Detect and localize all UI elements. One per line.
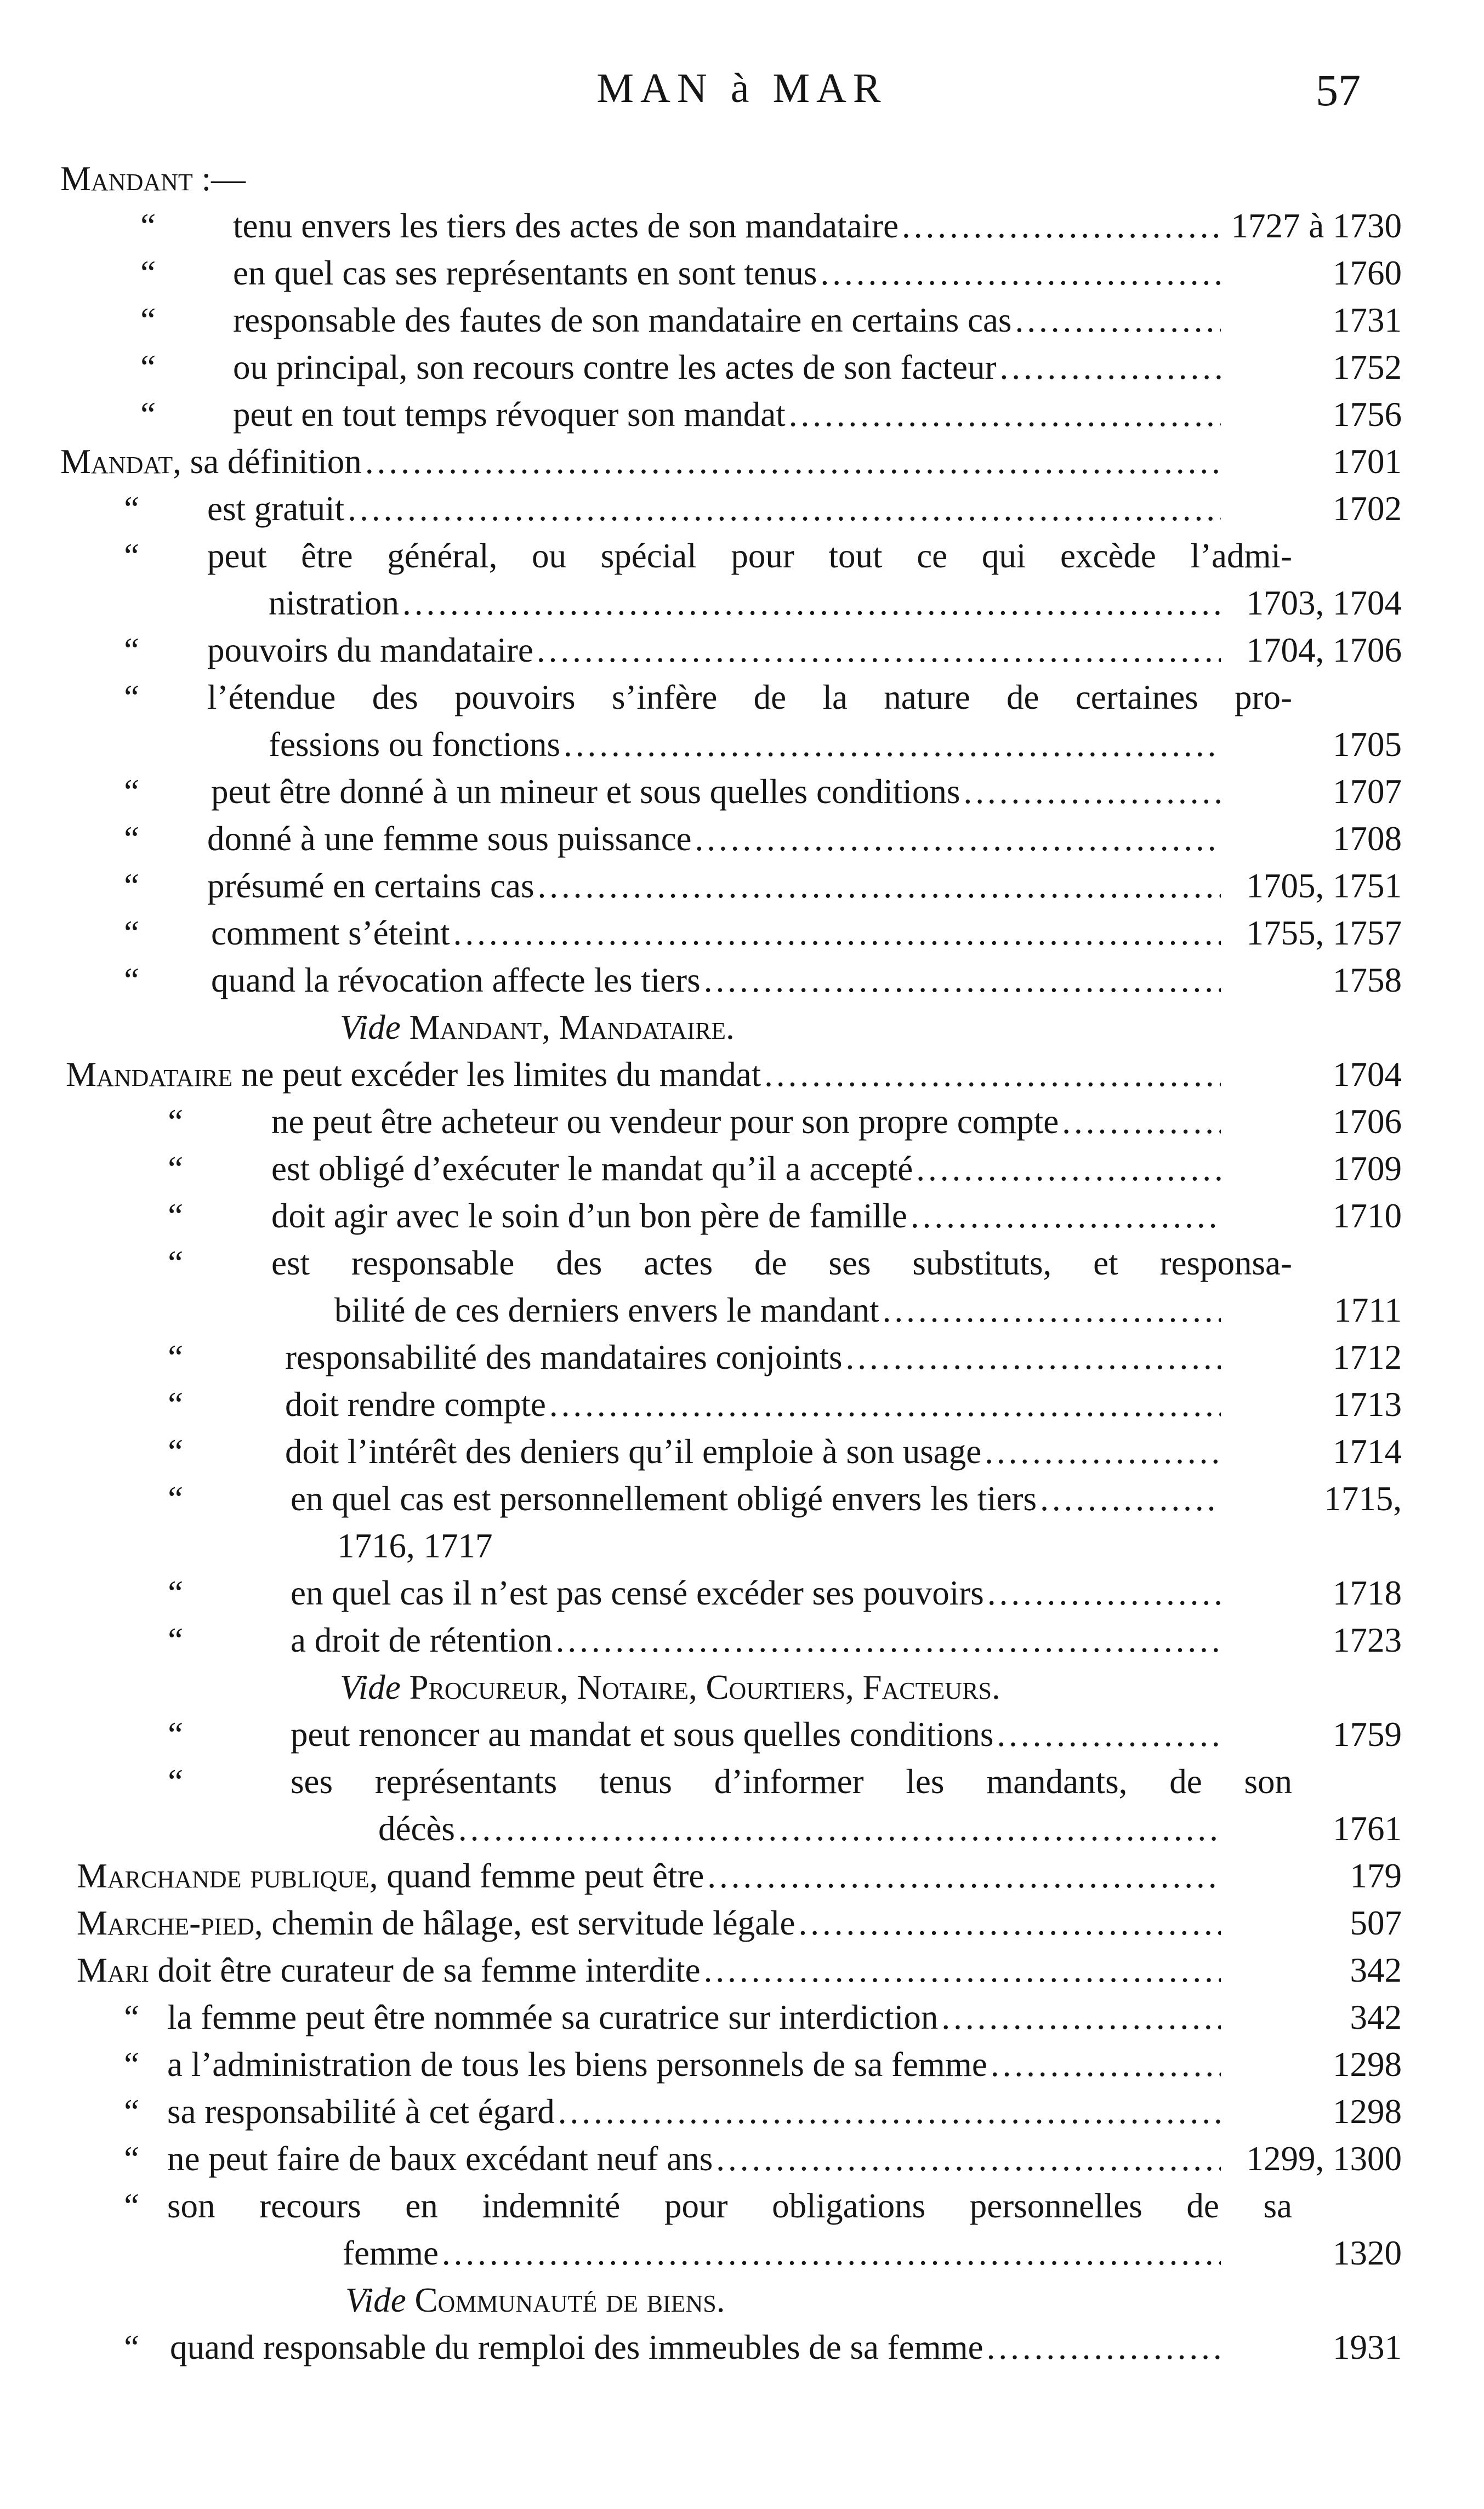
index-line bbox=[0, 866, 1484, 913]
article-number: 1755, 1757 bbox=[1246, 914, 1402, 952]
entry-text bbox=[77, 1950, 701, 1990]
entry-text: ne peut faire de baux excédant neuf ans bbox=[167, 2140, 713, 2178]
index-line bbox=[0, 1102, 1484, 1149]
entry-text: comment s’éteint bbox=[211, 914, 450, 952]
vide-word: Vide bbox=[340, 1668, 401, 1706]
index-line bbox=[0, 1950, 1484, 1998]
dot-leader bbox=[365, 442, 1221, 482]
entry-leader bbox=[77, 1950, 1221, 1998]
entry-description: quand femme peut être bbox=[378, 1857, 704, 1895]
dot-leader bbox=[1040, 1479, 1221, 1519]
entry-leader bbox=[233, 300, 1221, 348]
ditto-mark: “ bbox=[164, 1621, 184, 1659]
entry-text: est obligé d’exécuter le mandat qu’il a accepté bbox=[271, 1150, 913, 1188]
entry-text: a l’administration de tous les biens personnels de sa femme bbox=[167, 2045, 987, 2084]
index-line bbox=[0, 1903, 1484, 1950]
dot-leader bbox=[442, 2233, 1221, 2273]
article-number: 1299, 1300 bbox=[1246, 2140, 1402, 2178]
dot-leader bbox=[987, 2328, 1221, 2368]
entry-leader bbox=[233, 206, 1221, 253]
entry-text: donné à une femme sous puissance bbox=[207, 820, 692, 858]
article-number: 1710 bbox=[1333, 1197, 1402, 1235]
dot-leader bbox=[911, 1196, 1221, 1236]
entry-leader bbox=[291, 1620, 1221, 1668]
index-line bbox=[0, 2045, 1484, 2092]
index-line bbox=[0, 536, 1484, 583]
entry-text: nistration bbox=[269, 584, 399, 622]
dot-leader bbox=[902, 206, 1221, 246]
reference-targets: Communauté de biens. bbox=[414, 2281, 725, 2319]
article-number: 1756 bbox=[1333, 395, 1402, 434]
dot-leader bbox=[985, 1432, 1221, 1472]
dot-leader bbox=[846, 1338, 1221, 1378]
entry-leader bbox=[77, 1856, 1221, 1903]
article-number: 1931 bbox=[1333, 2328, 1402, 2366]
article-number: 1723 bbox=[1333, 1621, 1402, 1659]
cross-reference bbox=[340, 1008, 735, 1048]
entry-leader bbox=[285, 1432, 1221, 1479]
article-number: 1704 bbox=[1333, 1055, 1402, 1094]
entry-text: décès bbox=[378, 1810, 455, 1848]
entry-leader bbox=[334, 1290, 1221, 1338]
index-line bbox=[0, 819, 1484, 866]
dot-leader bbox=[820, 253, 1221, 293]
cross-reference bbox=[345, 2280, 725, 2320]
index-entries bbox=[0, 159, 1484, 2375]
entry-leader bbox=[167, 2045, 1221, 2092]
entry-description: chemin de hâlage, est servitude légale bbox=[263, 1904, 795, 1942]
dot-leader bbox=[704, 960, 1221, 1000]
ditto-mark: “ bbox=[121, 631, 140, 669]
entry-text: peut être général, ou spécial pour tout ce qui excède l’admi- bbox=[207, 537, 1292, 575]
article-number: 1709 bbox=[1333, 1150, 1402, 1188]
index-line bbox=[0, 1809, 1484, 1856]
dot-leader bbox=[997, 1715, 1221, 1755]
entry-continuation: 1716, 1717 bbox=[337, 1527, 493, 1565]
dot-leader bbox=[402, 583, 1221, 623]
entry-leader bbox=[291, 1573, 1221, 1620]
entry-leader bbox=[207, 489, 1221, 536]
vide-word: Vide bbox=[345, 2281, 406, 2319]
ditto-mark: “ bbox=[137, 395, 157, 434]
ditto-mark: “ bbox=[121, 2140, 140, 2178]
ditto-mark: “ bbox=[164, 1762, 184, 1801]
entry-leader bbox=[233, 348, 1221, 395]
index-line bbox=[0, 1008, 1484, 1055]
ditto-mark: “ bbox=[121, 772, 140, 811]
article-number: 507 bbox=[1350, 1904, 1402, 1942]
entry-heading: Marche-pied, bbox=[77, 1904, 263, 1942]
ditto-mark: “ bbox=[137, 301, 157, 339]
index-line bbox=[0, 1998, 1484, 2045]
entry-text: ses représentants tenus d’informer les mandants, de son bbox=[291, 1762, 1292, 1801]
index-line bbox=[0, 1338, 1484, 1385]
entry-text: peut en tout temps révoquer son mandat bbox=[233, 395, 786, 434]
dot-leader bbox=[549, 1385, 1221, 1425]
entry-leader bbox=[233, 395, 1221, 442]
index-line bbox=[0, 772, 1484, 819]
article-number: 1713 bbox=[1333, 1385, 1402, 1424]
dot-leader bbox=[348, 489, 1221, 529]
dot-leader bbox=[764, 1055, 1221, 1095]
article-number: 1727 à 1730 bbox=[1231, 207, 1402, 245]
index-line bbox=[0, 725, 1484, 772]
article-number: 1298 bbox=[1333, 2045, 1402, 2084]
entry-text: responsabilité des mandataires conjoints bbox=[285, 1338, 843, 1376]
entry-leader bbox=[291, 1715, 1221, 1762]
entry-leader bbox=[167, 1998, 1221, 2045]
ditto-mark: “ bbox=[121, 2092, 140, 2131]
entry-text: doit agir avec le soin d’un bon père de famille bbox=[271, 1197, 907, 1235]
entry-leader bbox=[271, 1102, 1221, 1149]
entry-leader bbox=[66, 1055, 1221, 1102]
ditto-mark: “ bbox=[164, 1244, 184, 1282]
entry-leader bbox=[211, 960, 1221, 1008]
dot-leader bbox=[883, 1290, 1221, 1330]
index-line bbox=[0, 489, 1484, 536]
entry-leader bbox=[207, 819, 1221, 866]
entry-text: en quel cas il n’est pas censé excéder ses pouvoirs bbox=[291, 1574, 984, 1612]
article-number: 1760 bbox=[1333, 254, 1402, 292]
entry-heading: Mandat, bbox=[60, 442, 181, 481]
cross-reference bbox=[340, 1668, 1000, 1708]
entry-leader bbox=[378, 1809, 1221, 1856]
ditto-mark: “ bbox=[164, 1197, 184, 1235]
index-line bbox=[0, 1196, 1484, 1243]
entry-text: quand la révocation affecte les tiers bbox=[211, 961, 701, 999]
vide-word: Vide bbox=[340, 1008, 401, 1046]
index-line bbox=[0, 678, 1484, 725]
entry-leader bbox=[170, 2328, 1221, 2375]
article-number: 342 bbox=[1350, 1951, 1402, 1989]
article-number: 1706 bbox=[1333, 1102, 1402, 1141]
ditto-mark: “ bbox=[121, 961, 140, 999]
entry-text: bilité de ces derniers envers le mandant bbox=[334, 1291, 879, 1329]
ditto-mark: “ bbox=[121, 2328, 140, 2366]
entry-leader bbox=[269, 725, 1221, 772]
ditto-mark: “ bbox=[164, 1715, 184, 1754]
dot-leader bbox=[537, 866, 1221, 906]
article-number: 1712 bbox=[1333, 1338, 1402, 1376]
dot-leader bbox=[1062, 1102, 1221, 1142]
ditto-mark: “ bbox=[121, 914, 140, 952]
ditto-mark: “ bbox=[137, 254, 157, 292]
entry-description: ne peut excéder les limites du mandat bbox=[232, 1055, 761, 1094]
index-line bbox=[0, 960, 1484, 1008]
entry-text: a droit de rétention bbox=[291, 1621, 553, 1659]
article-number: 1705, 1751 bbox=[1246, 867, 1402, 905]
entry-text: son recours en indemnité pour obligations personnelles de sa bbox=[167, 2187, 1292, 2225]
dot-leader bbox=[963, 772, 1221, 812]
article-number: 1705 bbox=[1333, 725, 1402, 764]
entry-description: sa définition bbox=[181, 442, 362, 481]
ditto-mark: “ bbox=[164, 1338, 184, 1376]
entry-leader bbox=[343, 2233, 1221, 2280]
ditto-mark: “ bbox=[164, 1150, 184, 1188]
dot-leader bbox=[991, 2045, 1221, 2085]
article-number: 1714 bbox=[1333, 1432, 1402, 1471]
dot-leader bbox=[799, 1903, 1221, 1943]
entry-heading: Mandant :— bbox=[60, 160, 246, 198]
entry-text: la femme peut être nommée sa curatrice sur interdiction bbox=[167, 1998, 939, 2036]
entry-text bbox=[77, 1903, 795, 1943]
article-number: 1759 bbox=[1333, 1715, 1402, 1754]
entry-leader bbox=[285, 1385, 1221, 1432]
index-line bbox=[0, 2280, 1484, 2328]
entry-leader bbox=[167, 2139, 1221, 2186]
index-line bbox=[0, 395, 1484, 442]
index-line bbox=[0, 348, 1484, 395]
page-number: 57 bbox=[1316, 65, 1361, 115]
entry-text: l’étendue des pouvoirs s’infère de la nature de certaines pro- bbox=[207, 678, 1292, 716]
index-line bbox=[0, 1762, 1484, 1809]
index-line bbox=[0, 2328, 1484, 2375]
entry-text bbox=[77, 1856, 704, 1896]
index-line bbox=[0, 2139, 1484, 2186]
index-line bbox=[0, 2186, 1484, 2233]
dot-leader bbox=[789, 395, 1221, 435]
dot-leader bbox=[695, 819, 1221, 859]
article-number: 1718 bbox=[1333, 1574, 1402, 1612]
index-line bbox=[0, 1573, 1484, 1620]
ditto-mark: “ bbox=[121, 537, 140, 575]
dot-leader bbox=[1015, 300, 1221, 340]
index-line bbox=[0, 2092, 1484, 2139]
dot-leader bbox=[987, 1573, 1221, 1613]
article-number: 1703, 1704 bbox=[1246, 584, 1402, 622]
article-number: 1704, 1706 bbox=[1246, 631, 1402, 669]
entry-heading: Mari bbox=[77, 1951, 149, 1989]
entry-heading: Marchande publique, bbox=[77, 1857, 378, 1895]
article-number: 1701 bbox=[1333, 442, 1402, 481]
entry-text: présumé en certains cas bbox=[207, 867, 535, 905]
index-line bbox=[0, 1479, 1484, 1526]
dot-leader bbox=[458, 1809, 1221, 1849]
entry-text: peut être donné à un mineur et sous quelles conditions bbox=[211, 772, 960, 811]
article-number: 1758 bbox=[1333, 961, 1402, 999]
dot-leader bbox=[707, 1856, 1221, 1896]
entry-text: peut renoncer au mandat et sous quelles conditions bbox=[291, 1715, 994, 1754]
dot-leader bbox=[558, 2092, 1221, 2132]
index-line bbox=[0, 1243, 1484, 1290]
index-line bbox=[0, 442, 1484, 489]
article-number: 1731 bbox=[1333, 301, 1402, 339]
index-line bbox=[0, 2233, 1484, 2280]
index-line bbox=[0, 253, 1484, 300]
entry-leader bbox=[167, 2092, 1221, 2139]
ditto-mark: “ bbox=[164, 1385, 184, 1424]
entry-text: quand responsable du remploi des immeubles de sa femme bbox=[170, 2328, 983, 2366]
entry-text: ou principal, son recours contre les actes de son facteur bbox=[233, 348, 997, 386]
ditto-mark: “ bbox=[121, 867, 140, 905]
reference-targets: Mandant, Mandataire. bbox=[409, 1008, 735, 1046]
article-number: 1708 bbox=[1333, 820, 1402, 858]
dot-leader bbox=[704, 1950, 1221, 1990]
index-line bbox=[0, 206, 1484, 253]
index-line bbox=[0, 1385, 1484, 1432]
entry-description: doit être curateur de sa femme interdite bbox=[149, 1951, 701, 1989]
running-header bbox=[0, 65, 1484, 125]
entry-text: est gratuit bbox=[207, 490, 345, 528]
entry-text: femme bbox=[343, 2234, 439, 2272]
entry-text: en quel cas est personnellement obligé envers les tiers bbox=[291, 1480, 1037, 1518]
index-line bbox=[0, 159, 1484, 206]
ditto-mark: “ bbox=[164, 1432, 184, 1471]
entry-leader bbox=[269, 583, 1221, 630]
entry-leader bbox=[77, 1903, 1221, 1950]
dot-leader bbox=[916, 1149, 1221, 1189]
dot-leader bbox=[716, 2139, 1221, 2179]
entry-text: est responsable des actes de ses substituts, et responsa- bbox=[271, 1244, 1292, 1282]
index-line bbox=[0, 1149, 1484, 1196]
entry-leader bbox=[271, 1149, 1221, 1196]
dot-leader bbox=[999, 348, 1221, 388]
entry-text: fessions ou fonctions bbox=[269, 725, 560, 764]
dot-leader bbox=[564, 725, 1221, 765]
index-line bbox=[0, 1432, 1484, 1479]
entry-heading: Mandataire bbox=[66, 1055, 233, 1094]
article-number: 1320 bbox=[1333, 2234, 1402, 2272]
entry-text: doit l’intérêt des deniers qu’il emploie à son usage bbox=[285, 1432, 982, 1471]
entry-leader bbox=[233, 253, 1221, 300]
index-line bbox=[0, 583, 1484, 630]
entry-leader bbox=[60, 442, 1221, 489]
dot-leader bbox=[941, 1998, 1221, 2038]
index-line bbox=[0, 300, 1484, 348]
index-line bbox=[0, 1290, 1484, 1338]
index-line bbox=[0, 913, 1484, 960]
ditto-mark: “ bbox=[121, 678, 140, 716]
entry-leader bbox=[285, 1338, 1221, 1385]
ditto-mark: “ bbox=[137, 207, 157, 245]
article-number: 1711 bbox=[1334, 1291, 1402, 1329]
article-number: 1702 bbox=[1333, 490, 1402, 528]
entry-leader bbox=[211, 913, 1221, 960]
index-line bbox=[0, 1526, 1484, 1573]
entry-text bbox=[60, 442, 362, 482]
dot-leader bbox=[556, 1620, 1221, 1660]
ditto-mark: “ bbox=[121, 1998, 140, 2036]
entry-text: tenu envers les tiers des actes de son mandataire bbox=[233, 207, 899, 245]
index-line bbox=[0, 630, 1484, 678]
article-number: 1715, bbox=[1324, 1480, 1402, 1518]
entry-leader bbox=[207, 866, 1221, 913]
entry-leader bbox=[271, 1196, 1221, 1243]
ditto-mark: “ bbox=[164, 1480, 184, 1518]
entry-text: sa responsabilité à cet égard bbox=[167, 2092, 555, 2131]
entry-leader bbox=[291, 1479, 1221, 1526]
dot-leader bbox=[453, 913, 1221, 953]
index-line bbox=[0, 1715, 1484, 1762]
index-line bbox=[0, 1620, 1484, 1668]
index-line bbox=[0, 1856, 1484, 1903]
ditto-mark: “ bbox=[121, 820, 140, 858]
index-line bbox=[0, 1668, 1484, 1715]
article-number: 1761 bbox=[1333, 1810, 1402, 1848]
ditto-mark: “ bbox=[121, 2045, 140, 2084]
ditto-mark: “ bbox=[121, 490, 140, 528]
ditto-mark: “ bbox=[164, 1102, 184, 1141]
article-number: 1298 bbox=[1333, 2092, 1402, 2131]
entry-text: ne peut être acheteur ou vendeur pour son propre compte bbox=[271, 1102, 1059, 1141]
entry-text: pouvoirs du mandataire bbox=[207, 631, 533, 669]
ditto-mark: “ bbox=[137, 348, 157, 386]
ditto-mark: “ bbox=[121, 2187, 140, 2225]
entry-leader bbox=[211, 772, 1221, 819]
entry-text: responsable des fautes de son mandataire en certains cas bbox=[233, 301, 1012, 339]
article-number: 1752 bbox=[1333, 348, 1402, 386]
article-number: 179 bbox=[1350, 1857, 1402, 1895]
reference-targets: Procureur, Notaire, Courtiers, Facteurs. bbox=[409, 1668, 1000, 1706]
article-number: 342 bbox=[1350, 1998, 1402, 2036]
entry-leader bbox=[207, 630, 1221, 678]
index-line bbox=[0, 1055, 1484, 1102]
entry-text: doit rendre compte bbox=[285, 1385, 546, 1424]
entry-text: en quel cas ses représentants en sont tenus bbox=[233, 254, 817, 292]
running-title: MAN à MAR bbox=[596, 65, 888, 111]
article-number: 1707 bbox=[1333, 772, 1402, 811]
ditto-mark: “ bbox=[164, 1574, 184, 1612]
dot-leader bbox=[537, 630, 1221, 670]
entry-text bbox=[66, 1055, 761, 1095]
